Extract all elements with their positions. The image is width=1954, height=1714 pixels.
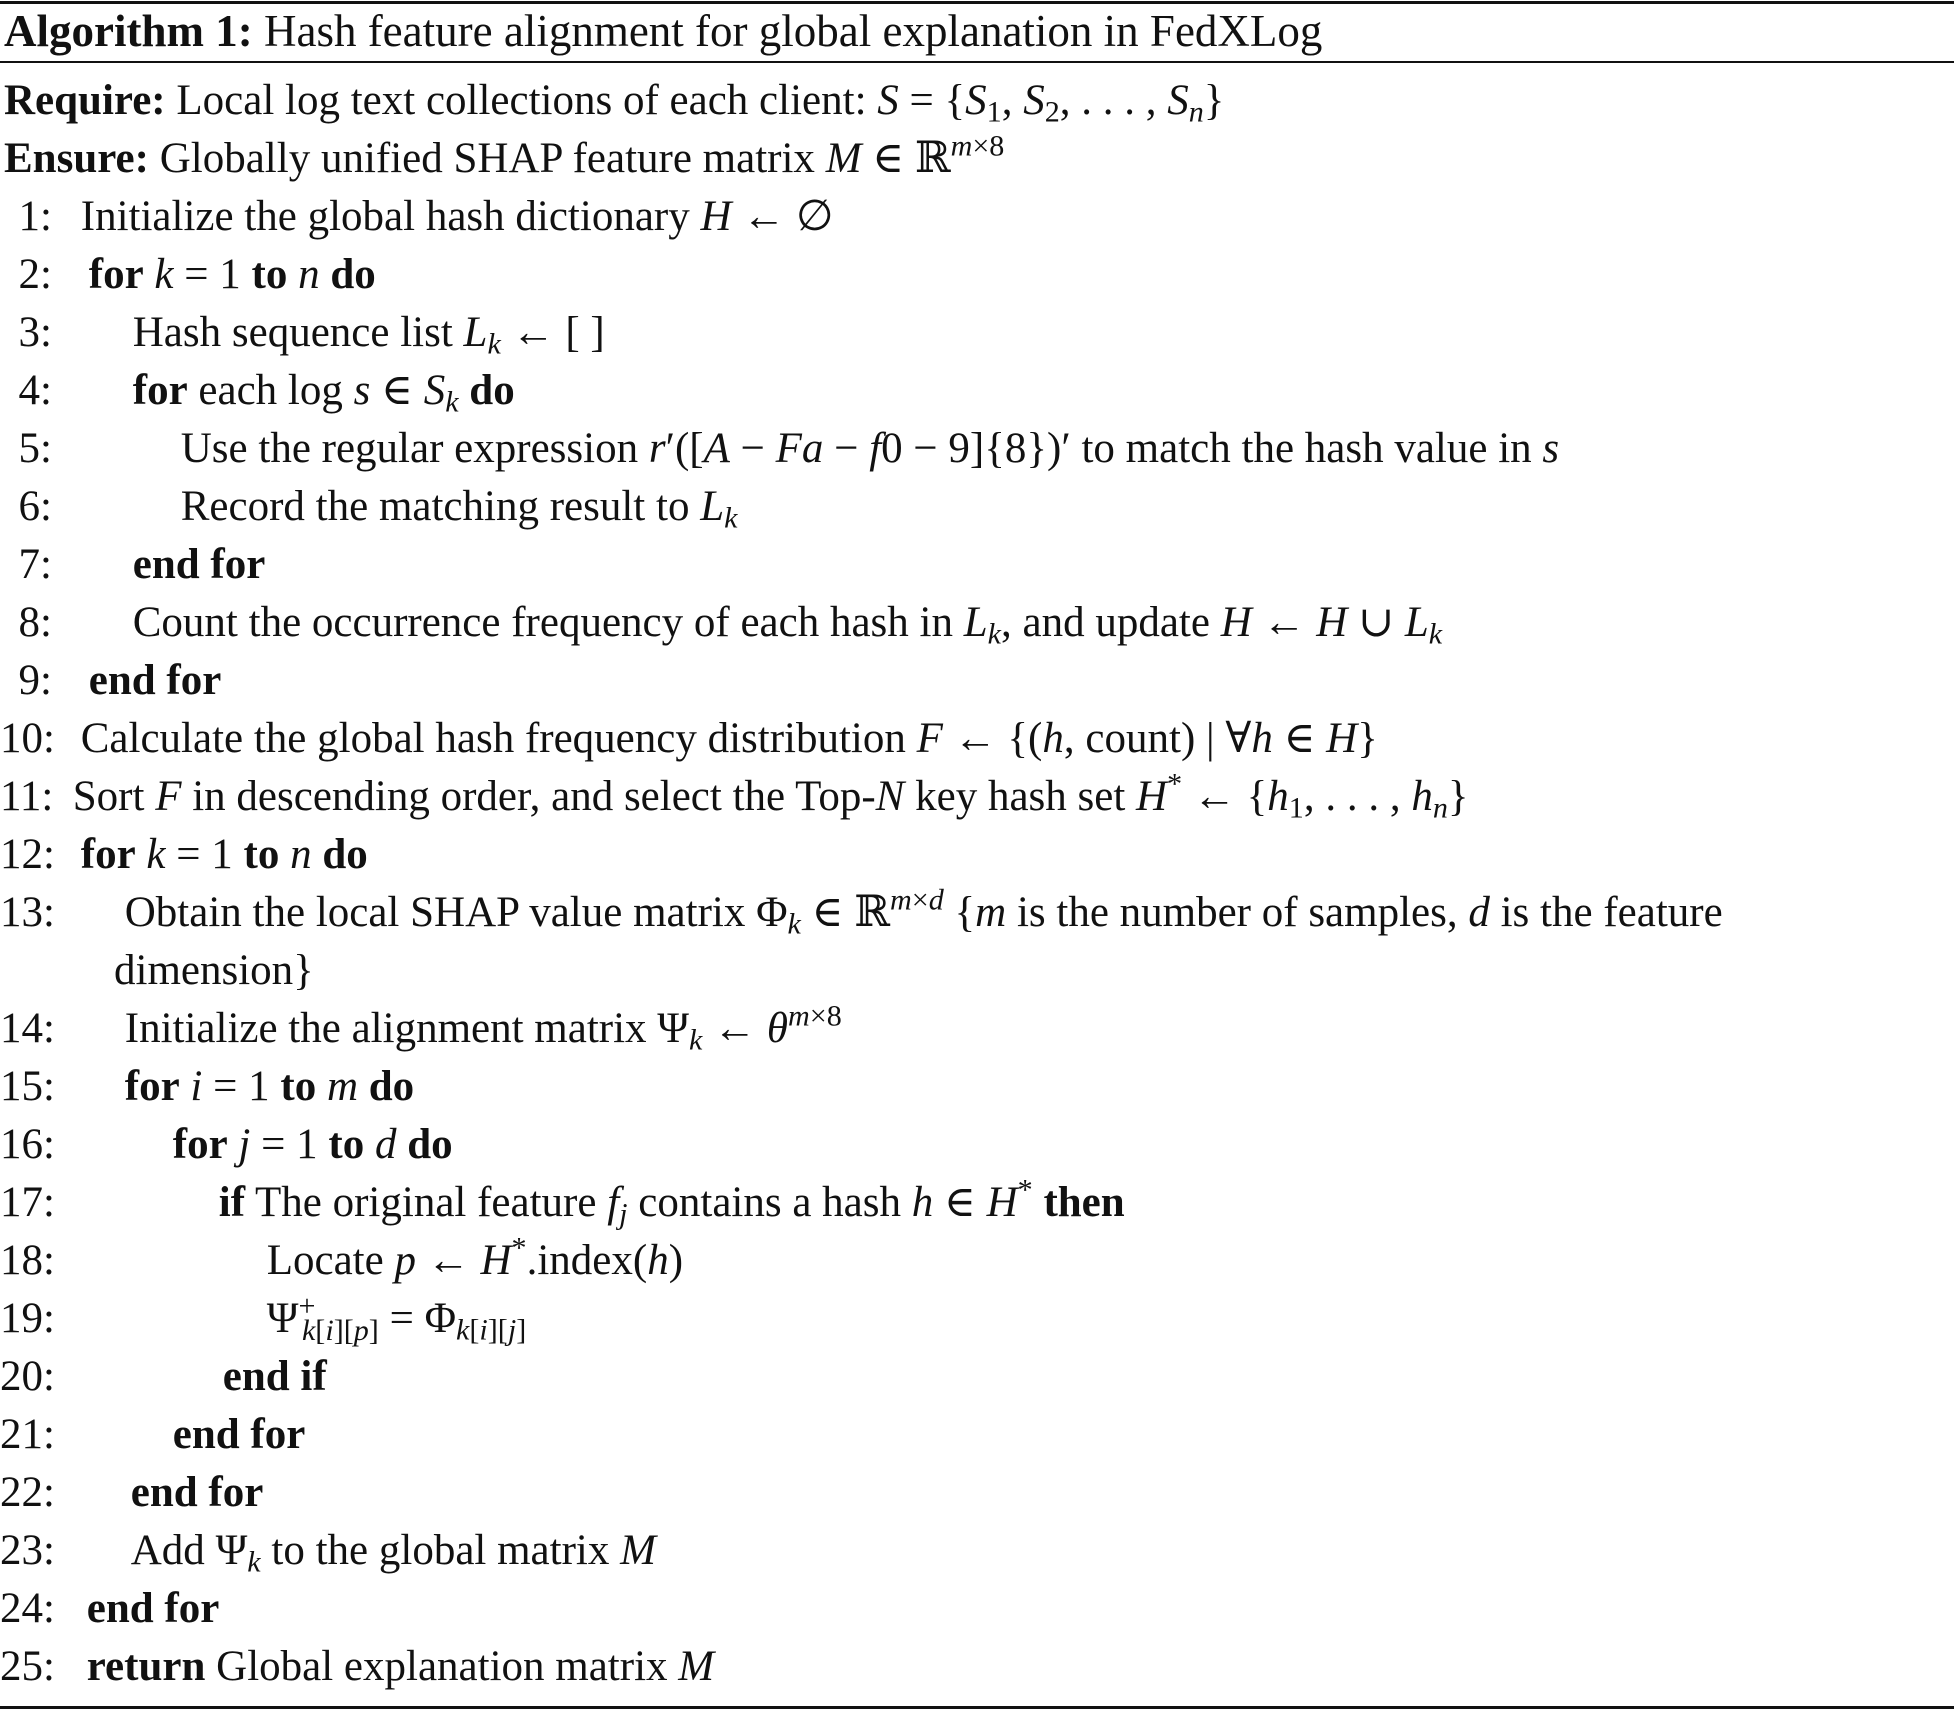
ensure-line: Ensure: Globally unified SHAP feature matrix M ∈ ℝ$^{m\times 8}$ [4,128,1005,182]
line-text-b: is the number of samples, [1016,889,1458,936]
index-word: .index( [526,1237,648,1284]
line-number: 13: [0,889,55,936]
keyword-do: do [368,1063,415,1110]
line-number: 7: [18,541,52,588]
line-text-a: Sort [72,773,145,820]
line-text-a: Obtain the local SHAP value matrix [124,889,746,936]
algo-line-3: 3: Hash sequence list $L_k$ ← [ ] [0,304,605,362]
algo-line-1: 1: Initialize the global hash dictionary H ← ∅ [0,188,834,246]
line-text-b: contains a hash [638,1179,901,1226]
line-number: 12: [0,831,55,878]
line-text: each log [198,367,343,414]
line-text-d: dimension} [114,947,314,994]
algorithm-title: Hash feature alignment for global explanation in FedXLog [263,6,1323,56]
line-text-a: Use the regular expression [180,425,639,472]
count-word: count [1085,715,1181,762]
line-number: 18: [0,1237,55,1284]
keyword-for: for [88,251,144,298]
line-text: Hash sequence list [132,309,453,356]
line-number: 10: [0,715,55,762]
line-number: 15: [0,1063,55,1110]
keyword-to: to [280,1063,317,1110]
keyword-do: do [322,831,368,878]
line-number: 3: [18,309,52,356]
algo-line-11: 11: Sort F in descending order, and select the Top-N key hash set H* ← {$h_1$, . . . , $h_n$} [0,766,1469,825]
line-number: 9: [18,657,52,704]
keyword-do: do [469,367,515,414]
algo-line-2: 2: for k = 1 to n do [0,246,376,304]
ensure-text: Globally unified SHAP feature matrix [159,135,815,182]
keyword-return: return [86,1643,206,1690]
line-number: 25: [0,1643,55,1690]
keyword-for: for [80,831,136,878]
algo-line-9 [0,652,221,710]
line-number: 5: [18,425,52,472]
line-text-a: Count the occurrence frequency of each hash in [132,599,953,646]
keyword-end-for: end for [86,1585,220,1632]
ensure-label: Ensure: [4,135,149,182]
algo-line-23: 23: Add $\Psi_k$ to the global matrix M [0,1522,656,1580]
algo-line-4: 4: for each log s ∈ $S_k$ do [0,362,515,420]
line-text-a: Add [130,1527,205,1574]
require-label: Require: [4,77,166,124]
algo-line-25: 25: return Global explanation matrix M [0,1638,714,1696]
require-text: Local log text collections of each client: [176,77,867,124]
line-number: 1: [18,193,52,240]
algo-line-24 [0,1580,219,1638]
keyword-if: if [218,1179,246,1226]
line-number: 17: [0,1179,55,1226]
line-number: 20: [0,1353,55,1400]
algo-line-6: 6: Record the matching result to $L_k$ [0,478,737,536]
algo-line-22 [0,1464,263,1522]
line-text-b: , and update [1001,599,1210,646]
algo-line-21 [0,1406,305,1464]
caption-rule [0,61,1954,63]
assignment-expression: $\Psi^+_{k[i][p]} = \Phi_{k[i][j]}$ [266,1288,527,1347]
line-number: 14: [0,1005,55,1052]
line-text: Global explanation matrix [216,1643,668,1690]
algo-line-14: 14: Initialize the alignment matrix $\Psi_k$ ← $\theta^{m\times 8}$ [0,998,842,1057]
keyword-do: do [407,1121,453,1168]
line-text-c: is the feature [1500,889,1723,936]
keyword-to: to [243,831,280,878]
keyword-end-for: end for [130,1469,264,1516]
line-number: 24: [0,1585,55,1632]
line-text: Record the matching result to [180,483,690,530]
require-line: Require: Local log text collections of each client: $S = \{S_1$, $S_2$, . . . , $S_n$} [4,77,1225,129]
algorithm-caption [4,2,1322,60]
line-number: 11: [0,773,54,820]
keyword-end-for: end for [132,541,266,588]
line-text-b: to the global matrix [271,1527,610,1574]
algo-line-5: 5: Use the regular expression r′([A − Fa − f0 − 9]{8})′ to match the hash value in s [0,420,1559,478]
algo-line-13-cont [114,942,314,1000]
algo-line-7 [0,536,265,594]
algo-line-10: 10: Calculate the global hash frequency distribution F ← {(h, count) | ∀h ∈ H} [0,710,1378,768]
algo-line-18: 18: Locate p ← H*.index(h) [0,1232,683,1290]
algo-line-12: 12: for k = 1 to n do [0,826,368,884]
line-text-a: The original feature [255,1179,597,1226]
keyword-for: for [124,1063,180,1110]
algo-line-17: 17: if The original feature $f_j$ contains a hash h ∈ H* then [0,1172,1125,1231]
line-text: Calculate the global hash frequency distribution [80,715,906,762]
require-math: S [877,77,899,124]
algo-line-15: 15: for i = 1 to m do [0,1058,414,1116]
keyword-to: to [251,251,288,298]
line-number: 21: [0,1411,55,1458]
line-text: Initialize the alignment matrix [124,1005,647,1052]
line-text-b: in descending order, and select the Top- [192,773,876,820]
algo-line-8: 8: Count the occurrence frequency of each hash in $L_k$, and update H ← H ∪ $L_k$ [0,594,1442,652]
line-number: 16: [0,1121,55,1168]
line-number: 23: [0,1527,55,1574]
line-text-b: to match the hash value in [1081,425,1532,472]
algo-line-19 [0,1290,526,1348]
algo-line-13: 13: Obtain the local SHAP value matrix $\Phi_k$ ∈ ℝ$^{m\times d}$ {m is the number of samples, d is the feature [0,882,1723,941]
line-number: 4: [18,367,52,414]
line-text: Initialize the global hash dictionary [80,193,690,240]
keyword-end-for: end for [88,657,222,704]
line-number: 19: [0,1295,55,1342]
keyword-end-if: end if [222,1353,327,1400]
line-text-c: key hash set [915,773,1126,820]
keyword-to: to [328,1121,365,1168]
line-number: 2: [18,251,52,298]
line-number: 8: [18,599,52,646]
line-number: 6: [18,483,52,530]
algo-line-16: 16: for j = 1 to d do [0,1116,453,1174]
line-number: 22: [0,1469,55,1516]
algo-line-20 [0,1348,327,1406]
keyword-do: do [330,251,376,298]
keyword-for: for [132,367,188,414]
line-text: Locate [266,1237,384,1284]
keyword-then: then [1043,1179,1125,1226]
bottom-rule [0,1706,1954,1709]
ensure-math: M [825,135,862,182]
keyword-end-for: end for [172,1411,306,1458]
keyword-for: for [172,1121,228,1168]
algorithm-label: Algorithm 1: [4,6,253,56]
